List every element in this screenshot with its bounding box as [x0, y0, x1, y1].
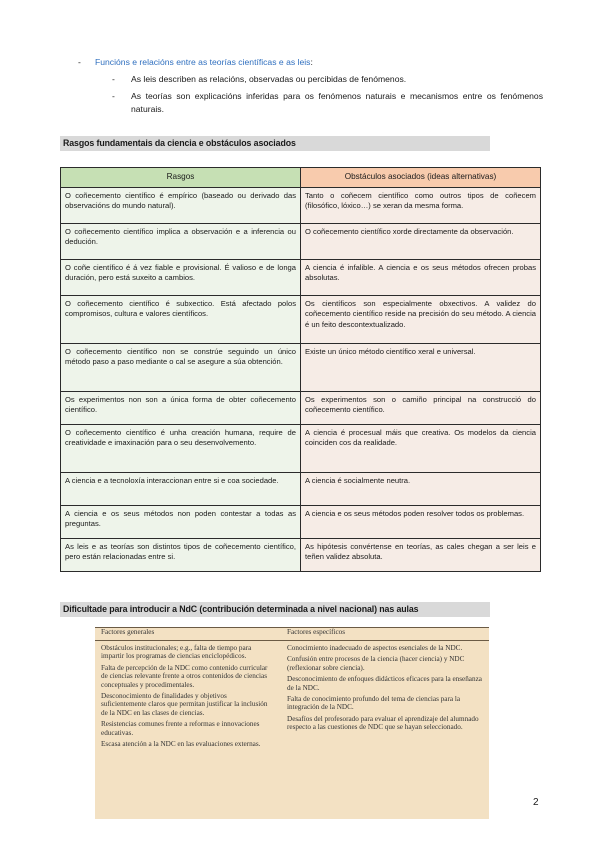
table-cell-rasgo: Os experimentos non son a única forma de obter coñecemento científico.: [61, 392, 301, 425]
table-row: [61, 425, 541, 473]
table-row: [61, 260, 541, 296]
column-header-general: Factores generales: [101, 628, 155, 636]
table-cell-obstaculo: A ciencia é socialmente neutra.: [301, 473, 541, 506]
rasgos-table: [60, 167, 541, 572]
table-cell-rasgo: O coñecemento científico é empírico (baseado ou derivado das observacións do mundo natural).: [61, 188, 301, 224]
table-cell-obstaculo: Existe un único método científico xeral e universal.: [301, 344, 541, 392]
list-subbullet: -: [112, 74, 115, 84]
intro-item-laws: As leis describen as relacións, observadas ou percibidas de fenómenos.: [131, 74, 407, 84]
table-row: [61, 224, 541, 260]
table-cell-rasgo: O coñecemento científico non se constrúe seguindo un único método paso a paso mediante o cal se asegure a súa obtención.: [61, 344, 301, 392]
list-item: Falta de percepción de la NDC como contenido curricular de ciencias relevante frente a otros contenidos de ciencias conceptuales y procedimentales.: [101, 663, 268, 689]
specific-factors-column: [287, 644, 483, 735]
list-item: Conocimiento inadecuado de aspectos esenciales de la NDC.: [287, 644, 463, 652]
section-heading-dificultade: Dificultade para introducir a NdC (contribución determinada a nivel nacional) nas aulas: [60, 602, 490, 617]
list-item: Resistencias comunes frente a reformas e innovaciones educativas.: [101, 720, 260, 737]
list-item: Falta de conocimiento profundo del tema de ciencias para la integración de la NDC.: [287, 695, 461, 712]
list-item: Escasa atención a la NDC en las evaluaciones externas.: [101, 740, 261, 749]
list-item: Confusión entre procesos de la ciencia (hacer ciencia) y NDC (reflexionar sobre ciencia).: [287, 655, 465, 672]
table-row: [61, 473, 541, 506]
list-item: Desafíos del profesorado para evaluar el aprendizaje del alumnado respecto a las cuestiones de NDC que se hayan seleccionado.: [287, 714, 479, 732]
column-header-rasgos: Rasgos: [61, 168, 301, 188]
table-cell-obstaculo: A ciencia e os seus métodos poden resolver todos os problemas.: [301, 506, 541, 539]
list-item: Desconocimiento de finalidades y objetivos suficientemente claros que permitan justificar la inclusión de la NDC en las clases de ciencias.: [101, 692, 268, 717]
intro-item-theories: As teorías son explicacións inferidas para os fenómenos naturais e mecanismos entre os fenómenos naturais.: [131, 91, 543, 114]
table-cell-obstaculo: Tanto o coñecem científico como outros tipos de coñecem (filosófico, lóxico…) se xeran da mesma forma.: [301, 188, 541, 224]
table-cell-obstaculo: O coñecemento científico xorde directamente da observación.: [301, 224, 541, 260]
general-factors-column: [101, 644, 271, 751]
factors-table-image: [95, 627, 489, 819]
table-cell-obstaculo: A ciencia é procesual máis que creativa. Os modelos da ciencia coinciden cos da realidade.: [301, 425, 541, 473]
column-header-obstaculos: Obstáculos asociados (ideas alternativas): [301, 168, 541, 188]
list-bullet: -: [78, 57, 81, 67]
table-cell-rasgo: O coñe científico é á vez fiable e provisional. É valioso e de longa duración, pero está suxeito a cambios.: [61, 260, 301, 296]
table-cell-obstaculo: Os científicos son especialmente obxectivos. A validez do coñecemento científico reside na precisión do seu método. A ciencia é un feito descontextualizado.: [301, 296, 541, 344]
table-row: [61, 188, 541, 224]
table-header-row: [61, 168, 541, 188]
table-cell-rasgo: O coñecemento científico é unha creación humana, require de creatividade e imaxinación para o seu desenvolvemento.: [61, 425, 301, 473]
list-subbullet: -: [112, 91, 115, 101]
table-cell-rasgo: O coñecemento científico implica a observación e a inferencia ou dedución.: [61, 224, 301, 260]
table-cell-obstaculo: As hipótesis convértense en teorías, as cales chegan a ser leis e teñen validez absoluta.: [301, 539, 541, 572]
table-row: [61, 506, 541, 539]
table-cell-rasgo: A ciencia e a tecnoloxía interaccionan entre si e coa sociedade.: [61, 473, 301, 506]
table-cell-rasgo: As leis e as teorías son distintos tipos de coñecemento científico, pero están relacionadas entre si.: [61, 539, 301, 572]
table-row: [61, 344, 541, 392]
table-cell-rasgo: O coñecemento científico é subxectico. Está afectado polos compromisos, cultura e valores científicos.: [61, 296, 301, 344]
table-row: [61, 392, 541, 425]
table-cell-rasgo: A ciencia e os seus métodos non poden contestar a todas as preguntas.: [61, 506, 301, 539]
table-row: [61, 539, 541, 572]
page-number: 2: [533, 797, 539, 808]
list-item: Obstáculos institucionales; e.g., falta de tiempo para impartir los programas de ciencias enciclopédicos.: [101, 644, 252, 661]
table-cell-obstaculo: Os experimentos son o camiño principal na construcció do coñecemento científico.: [301, 392, 541, 425]
table-row: [61, 296, 541, 344]
intro-heading: Funcións e relacións entre as teorías científicas e as leis:: [95, 57, 313, 67]
section-heading-rasgos: Rasgos fundamentais da ciencia e obstáculos asociados: [60, 136, 490, 151]
table-cell-obstaculo: A ciencia é infalible. A ciencia e os seus métodos ofrecen probas absolutas.: [301, 260, 541, 296]
list-item: Desconocimiento de enfoques didácticos eficaces para la enseñanza de la NDC.: [287, 675, 482, 692]
column-header-specific: Factores específicos: [287, 628, 346, 636]
